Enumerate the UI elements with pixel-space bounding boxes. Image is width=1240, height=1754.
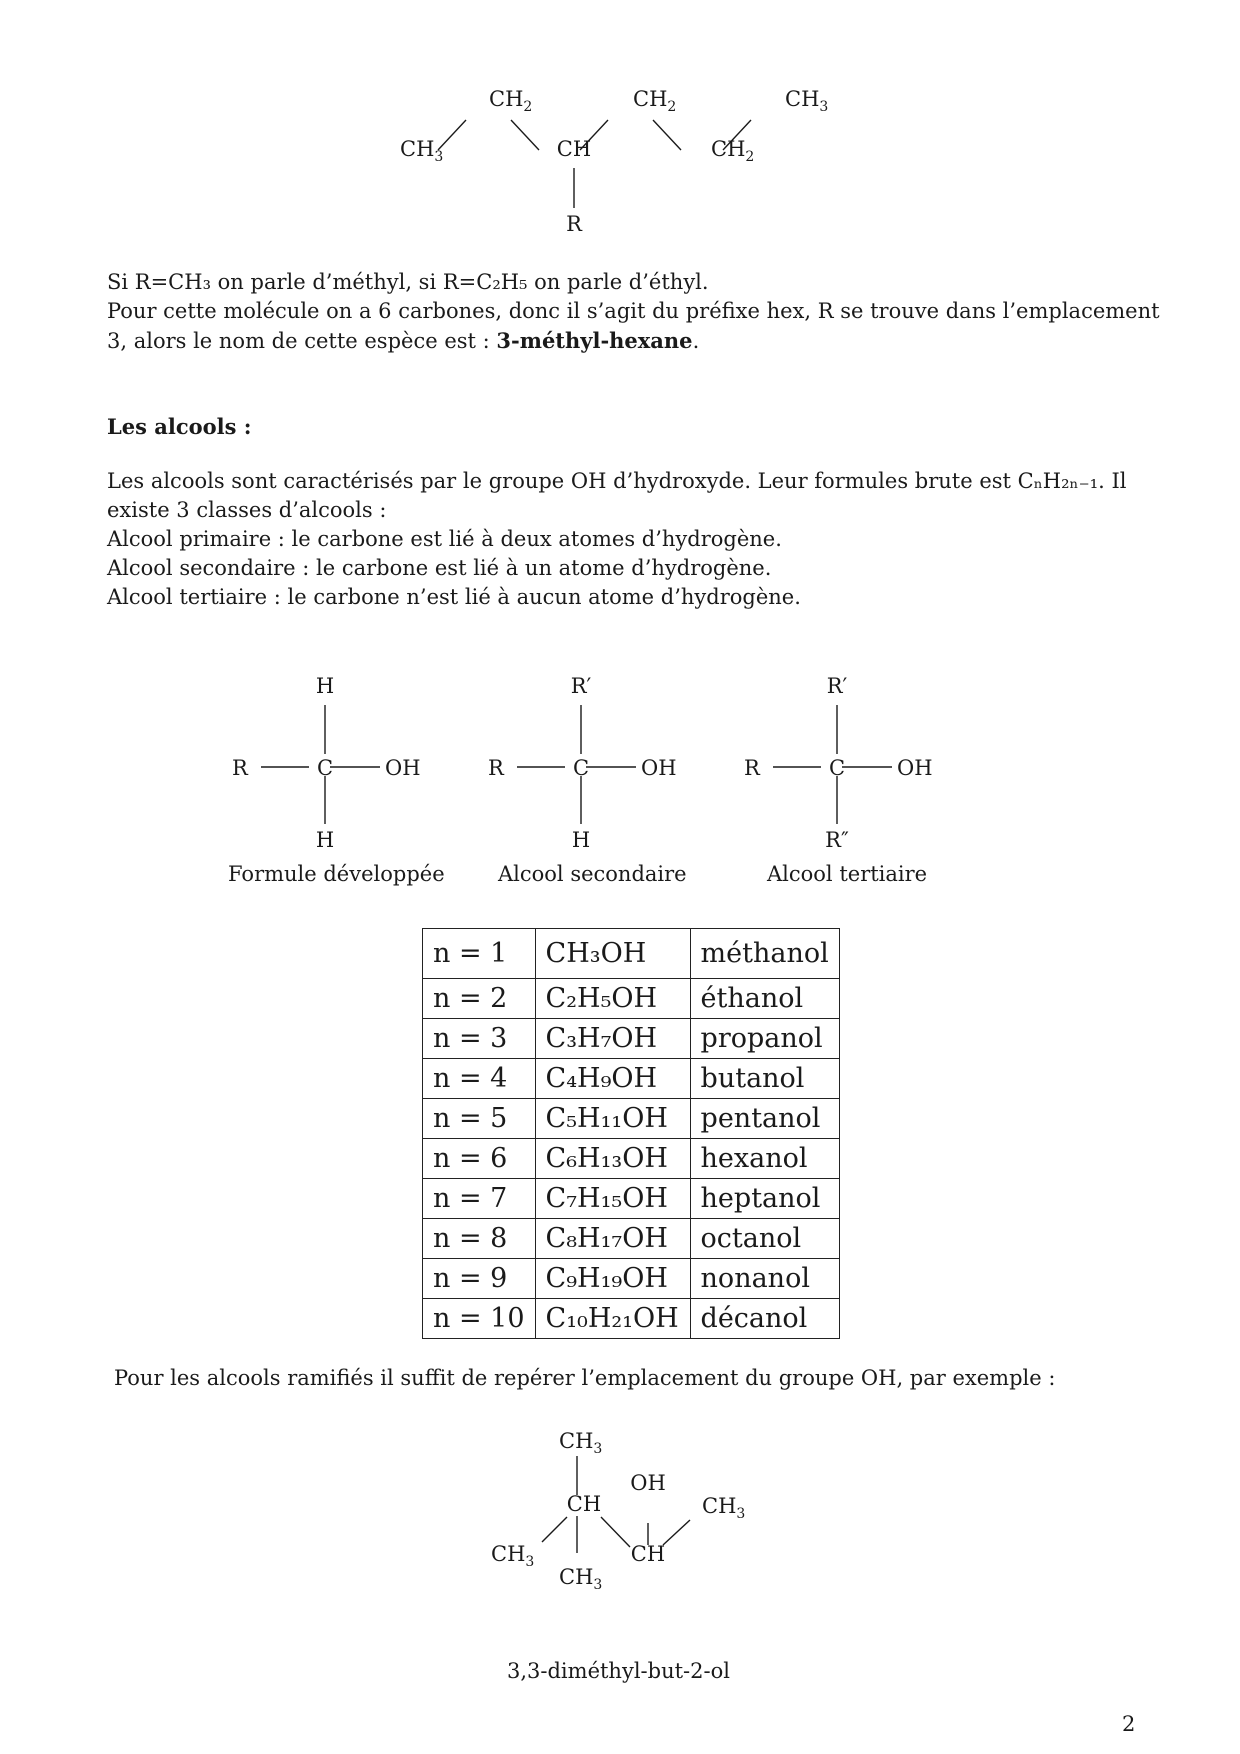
- cell-formula: C₉H₁₉OH: [535, 1259, 690, 1299]
- tertiaire-top: R′: [826, 674, 848, 698]
- page-number: 2: [1122, 1712, 1136, 1736]
- table-row: [423, 1019, 840, 1059]
- secondaire-top: R′: [570, 674, 592, 698]
- alcool-primaire-def: Alcool primaire : le carbone est lié à deux atomes d’hydrogène.: [107, 527, 782, 551]
- structure-primaire: [232, 674, 421, 852]
- cell-n: n = 2: [423, 979, 536, 1019]
- butanol-center-ch: CH: [566, 1492, 602, 1516]
- cell-n: n = 6: [423, 1139, 536, 1179]
- table-row: [423, 1099, 840, 1139]
- intro-line-3: [107, 326, 1147, 356]
- butanol-ch-oh: CH: [630, 1542, 666, 1566]
- hexane-center-ch: CH: [556, 137, 592, 161]
- table-row: [423, 1059, 840, 1099]
- cell-n: n = 4: [423, 1059, 536, 1099]
- intro-line-3-prefix: 3, alors le nom de cette espèce est :: [107, 329, 497, 353]
- alcool-secondaire-def: Alcool secondaire : le carbone est lié à un atome d’hydrogène.: [107, 556, 772, 580]
- cell-n: n = 9: [423, 1259, 536, 1299]
- cell-formula: C₁₀H₂₁OH: [535, 1299, 690, 1339]
- alcools-description: [107, 467, 1147, 612]
- primaire-bottom: H: [315, 828, 335, 852]
- hexane-substituent-r: R: [566, 212, 582, 236]
- cell-formula: C₄H₉OH: [535, 1059, 690, 1099]
- structure-tertiaire: [744, 674, 933, 852]
- cell-formula: C₂H₅OH: [535, 979, 690, 1019]
- cell-formula: C₇H₁₅OH: [535, 1179, 690, 1219]
- cell-n: n = 3: [423, 1019, 536, 1059]
- cell-n: n = 8: [423, 1219, 536, 1259]
- cell-formula: C₈H₁₇OH: [535, 1219, 690, 1259]
- dimethylbutanol-structure-diagram: [480, 1420, 780, 1620]
- caption-alcool-tertiaire: Alcool tertiaire: [767, 862, 928, 886]
- table-row: [423, 979, 840, 1019]
- tertiaire-bottom: R″: [825, 828, 849, 852]
- intro-line-3-suffix: .: [692, 329, 700, 353]
- hexane-bonds: [438, 120, 751, 208]
- table-row: [423, 1219, 840, 1259]
- secondaire-left: R: [488, 756, 504, 780]
- cell-formula: C₅H₁₁OH: [535, 1099, 690, 1139]
- alcools-desc-line-1: Les alcools sont caractérisés par le groupe OH d’hydroxyde. Leur formules brute est CₙH₂ₙ₋₁. Il: [107, 469, 1127, 493]
- tertiaire-center: C: [828, 756, 846, 780]
- butanol-left-ch3: $CH_3$: [491, 1542, 535, 1570]
- butanol-name: 3,3-diméthyl-but-2-ol: [507, 1659, 730, 1683]
- cell-n: n = 7: [423, 1179, 536, 1219]
- tertiaire-left: R: [744, 756, 760, 780]
- alcohols-table-body: [423, 929, 840, 1339]
- alcool-tertiaire-def: Alcool tertiaire : le carbone n’est lié à aucun atome d’hydrogène.: [107, 585, 801, 609]
- primaire-right: OH: [385, 756, 421, 780]
- caption-alcool-secondaire: Alcool secondaire: [498, 862, 687, 886]
- alcools-desc-line-2: existe 3 classes d’alcools :: [107, 498, 387, 522]
- cell-name: pentanol: [690, 1099, 839, 1139]
- intro-line-1: Si R=CH₃ on parle d’méthyl, si R=C₂H₅ on parle d’éthyl.: [107, 270, 709, 294]
- table-row: [423, 1299, 840, 1339]
- butanol-bonds: [542, 1456, 690, 1553]
- intro-line-2: Pour cette molécule on a 6 carbones, donc il s’agit du préfixe hex, R se trouve dans l’emplacement: [107, 299, 1160, 323]
- butanol-right-ch3: $CH_3$: [702, 1494, 746, 1522]
- table-row: [423, 1259, 840, 1299]
- alcohols-table: [422, 928, 840, 1339]
- primaire-left: R: [232, 756, 248, 780]
- ramifies-paragraph: Pour les alcools ramifiés il suffit de repérer l’emplacement du groupe OH, par exemple :: [114, 1366, 1056, 1390]
- hexane-left-ch3: $CH_3$: [400, 137, 444, 165]
- intro-paragraph: [107, 268, 1160, 356]
- hexane-top-mid-ch2: $CH_2$: [633, 87, 677, 115]
- molecule-name-hexane: 3-méthyl-hexane: [496, 328, 693, 353]
- butanol-top-ch3: $CH_3$: [559, 1429, 603, 1457]
- hexane-right-ch2: $CH_2$: [711, 137, 755, 165]
- cell-n: n = 10: [423, 1299, 536, 1339]
- primaire-center: C: [316, 756, 334, 780]
- table-row: [423, 929, 840, 979]
- cell-name: hexanol: [690, 1139, 839, 1179]
- alcohol-classes-diagram: [230, 670, 970, 860]
- table-row: [423, 1139, 840, 1179]
- cell-name: heptanol: [690, 1179, 839, 1219]
- secondaire-bottom: H: [571, 828, 591, 852]
- cell-name: méthanol: [690, 929, 839, 979]
- cell-formula: CH₃OH: [535, 929, 690, 979]
- hexane-structure-diagram: [400, 80, 840, 240]
- structure-secondaire: [488, 674, 677, 852]
- table-row: [423, 1179, 840, 1219]
- hexane-top-left-ch2: $CH_2$: [489, 87, 533, 115]
- primaire-top: H: [315, 674, 335, 698]
- cell-formula: C₆H₁₃OH: [535, 1139, 690, 1179]
- cell-name: décanol: [690, 1299, 839, 1339]
- cell-name: octanol: [690, 1219, 839, 1259]
- secondaire-center: C: [572, 756, 590, 780]
- hexane-top-right-ch3: $CH_3$: [785, 87, 829, 115]
- cell-name: butanol: [690, 1059, 839, 1099]
- cell-name: éthanol: [690, 979, 839, 1019]
- cell-name: nonanol: [690, 1259, 839, 1299]
- butanol-oh: OH: [630, 1471, 666, 1495]
- cell-name: propanol: [690, 1019, 839, 1059]
- cell-n: n = 1: [423, 929, 536, 979]
- section-heading-alcools: Les alcools :: [107, 414, 252, 439]
- secondaire-right: OH: [641, 756, 677, 780]
- caption-formule-developpee: Formule développée: [228, 862, 445, 886]
- cell-formula: C₃H₇OH: [535, 1019, 690, 1059]
- butanol-bottom-ch3: $CH_3$: [559, 1565, 603, 1593]
- cell-n: n = 5: [423, 1099, 536, 1139]
- tertiaire-right: OH: [897, 756, 933, 780]
